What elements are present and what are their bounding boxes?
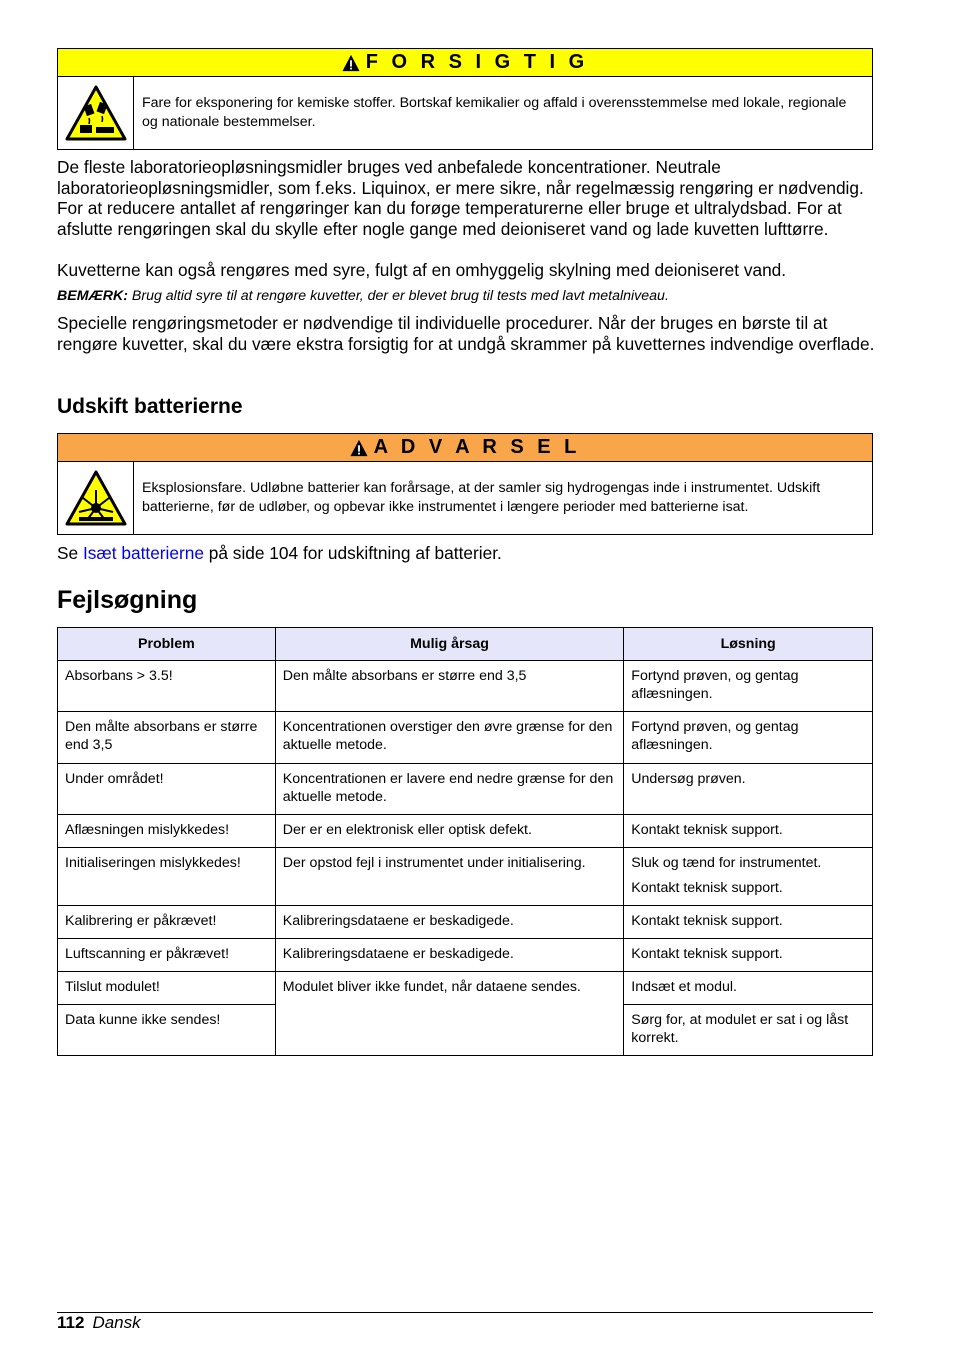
cell-problem: Absorbans > 3.5! (58, 661, 276, 712)
cell-solution: Undersøg prøven. (624, 764, 873, 815)
cell-solution (624, 848, 873, 906)
warning-box (57, 433, 873, 535)
caution-text: Fare for eksponering for kemiske stoffer. Bortskaf kemikalier og affald i overensstemmelse med lokale, regionale og nationale bestemmelser. (142, 95, 847, 130)
cell-cause: Modulet bliver ikke fundet, når dataene sendes. (275, 972, 624, 1056)
footer-rule (57, 1312, 873, 1313)
cell-solution: Fortynd prøven, og gentag aflæsningen. (624, 712, 873, 764)
warning-triangle-icon (342, 54, 360, 72)
troubleshooting-table (57, 627, 873, 1056)
paragraph-solvents: De fleste laboratorieopløsningsmidler bruges ved anbefalede koncentrationer. Neutrale laboratorieopløsningsmidler, som f.eks. Liquinox, er mere sikre, når regelmæssig rengøring er nødvendig. For at reducere antallet af rengøringer kan du forøge temperaturerne eller bruge et ultralydsbad. For at afslutte rengøringen skal du skylle efter nogle gange med deioniseret vand og lade kuvetten lufttørre. (57, 157, 864, 239)
caution-box (57, 48, 873, 150)
link-insert-batteries[interactable]: Isæt batterierne (82, 543, 204, 563)
caution-header (58, 49, 872, 77)
cell-cause: Kalibreringsdataene er beskadigede. (275, 939, 624, 972)
cell-solution-line: Kontakt teknisk support. (631, 880, 783, 896)
chemical-hazard-icon (58, 77, 134, 149)
cell-solution: Sørg for, at modulet er sat i og låst korrekt. (624, 1005, 873, 1056)
footer-language: Dansk (92, 1313, 141, 1332)
table-row (58, 815, 873, 848)
warning-label: A D V A R S E L (373, 436, 581, 458)
cell-cause: Koncentrationen er lavere end nedre grænse for den aktuelle metode. (275, 764, 624, 815)
cell-cause: Kalibreringsdataene er beskadigede. (275, 906, 624, 939)
cell-solution: Kontakt teknisk support. (624, 815, 873, 848)
cell-cause: Koncentrationen overstiger den øvre grænse for den aktuelle metode. (275, 712, 624, 764)
paragraph-acid: Kuvetterne kan også rengøres med syre, fulgt af en omhyggelig skylning med deioniseret vand. (57, 260, 787, 280)
page-number: 112 (57, 1313, 85, 1332)
table-row (58, 661, 873, 712)
cell-problem: Data kunne ikke sendes! (58, 1005, 276, 1056)
table-row (58, 939, 873, 972)
cell-problem: Initialiseringen mislykkedes! (58, 848, 276, 906)
cell-solution: Fortynd prøven, og gentag aflæsningen. (624, 661, 873, 712)
page-footer (57, 1313, 141, 1333)
cell-solution: Kontakt teknisk support. (624, 906, 873, 939)
note-label: BEMÆRK: (57, 288, 128, 304)
section-heading-troubleshooting: Fejlsøgning (57, 586, 198, 614)
cell-solution-line: Sluk og tænd for instrumentet. (631, 855, 822, 871)
table-row (58, 972, 873, 1005)
warning-text: Eksplosionsfare. Udløbne batterier kan forårsage, at der samler sig hydrogengas inde i instrumentet. Udskift batterierne, før de udløber, og opbevar ikke instrumentet i længere perioder med batterierne isat. (142, 480, 821, 515)
cell-solution: Indsæt et modul. (624, 972, 873, 1005)
paragraph-special-methods: Specielle rengøringsmetoder er nødvendige til individuelle procedurer. Når der bruges en børste til at rengøre kuvetter, skal du være ekstra forsigtig for at undgå skrammer på kuvetternes indvendige overflade. (57, 313, 875, 354)
cell-cause: Den målte absorbans er større end 3,5 (275, 661, 624, 712)
cell-problem: Under området! (58, 764, 276, 815)
cell-cause: Der er en elektronisk eller optisk defekt. (275, 815, 624, 848)
caution-label: F O R S I G T I G (365, 51, 589, 73)
table-row (58, 764, 873, 815)
table-row (58, 848, 873, 906)
warning-header (58, 434, 872, 462)
cell-problem: Kalibrering er påkrævet! (58, 906, 276, 939)
table-header-row (58, 628, 873, 661)
table-row (58, 906, 873, 939)
column-header-cause: Mulig årsag (275, 628, 624, 661)
cell-problem: Den målte absorbans er større end 3,5 (58, 712, 276, 764)
warning-triangle-icon (350, 439, 368, 457)
cell-problem: Tilslut modulet! (58, 972, 276, 1005)
cell-problem: Luftscanning er påkrævet! (58, 939, 276, 972)
table-row (58, 712, 873, 764)
cell-cause: Der opstod fejl i instrumentet under initialisering. (275, 848, 624, 906)
explosion-hazard-icon (58, 462, 134, 534)
column-header-solution: Løsning (624, 628, 873, 661)
battery-reference: Se Isæt batterierne på side 104 for udskiftning af batterier. (57, 543, 502, 563)
section-heading-battery: Udskift batterierne (57, 395, 243, 418)
note-text: Brug altid syre til at rengøre kuvetter, der er blevet brug til tests med lavt metalniveau. (127, 288, 669, 304)
column-header-problem: Problem (58, 628, 276, 661)
cell-problem: Aflæsningen mislykkedes! (58, 815, 276, 848)
cell-solution: Kontakt teknisk support. (624, 939, 873, 972)
note (57, 287, 877, 305)
